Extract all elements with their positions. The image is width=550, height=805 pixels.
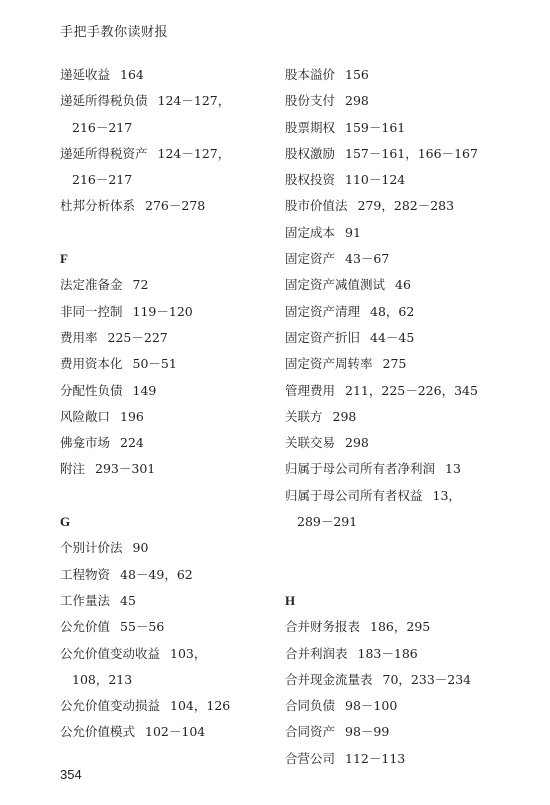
index-term: 费用资本化	[60, 356, 123, 372]
index-entry	[60, 641, 290, 667]
index-entry	[285, 746, 515, 772]
index-term: 管理费用	[285, 382, 336, 398]
index-term: 递延收益	[60, 67, 111, 82]
index-term: 杜邦分析体系	[60, 198, 136, 214]
index-entry	[285, 299, 515, 325]
index-term: 固定资产清理	[285, 303, 361, 319]
index-entry	[60, 719, 290, 745]
index-entry	[60, 351, 290, 377]
index-pages: 72	[132, 277, 149, 293]
index-entry	[60, 88, 290, 114]
index-term: 固定成本	[285, 224, 336, 240]
spacer	[285, 562, 515, 588]
index-pages: 156	[345, 67, 369, 82]
index-pages: 112－113	[345, 750, 406, 766]
index-entry	[285, 614, 515, 640]
index-term: 法定准备金	[60, 277, 123, 293]
index-pages: 298	[345, 435, 369, 451]
index-entry	[285, 167, 515, 193]
index-pages: 43－67	[345, 251, 390, 267]
index-term: 递延所得税资产	[60, 145, 148, 161]
index-term: 个别计价法	[60, 540, 123, 556]
index-entry	[285, 272, 515, 298]
index-entry	[285, 220, 515, 246]
index-entry	[60, 325, 290, 351]
index-term: 股市价值法	[285, 198, 348, 214]
section-letter: G	[60, 514, 71, 530]
index-term: 归属于母公司所有者净利润	[285, 461, 436, 477]
index-pages: 91	[345, 224, 361, 240]
index-entry	[285, 430, 515, 456]
index-entry	[60, 562, 290, 588]
index-pages: 225－227	[107, 329, 168, 345]
index-entry	[285, 62, 515, 88]
index-pages: 55－56	[120, 619, 165, 635]
index-entry	[60, 456, 290, 482]
index-entry	[285, 325, 515, 351]
index-pages: 13	[445, 461, 461, 477]
index-pages: 211，225－226，345	[345, 382, 478, 398]
index-pages: 48－49，62	[120, 566, 193, 582]
index-entry	[60, 588, 290, 614]
index-pages: 46	[395, 277, 411, 293]
index-pages: 196	[120, 408, 144, 424]
index-pages: 98－100	[345, 698, 398, 714]
index-term: 公允价值	[60, 619, 111, 635]
index-entry	[285, 88, 515, 114]
index-entry	[60, 272, 290, 298]
index-term: 股权投资	[285, 172, 336, 188]
index-entry	[60, 430, 290, 456]
index-term: 非同一控制	[60, 303, 123, 319]
index-term: 归属于母公司所有者权益	[285, 487, 423, 503]
index-term: 固定资产周转率	[285, 356, 373, 372]
index-entry	[285, 193, 515, 219]
index-entry	[285, 378, 515, 404]
index-term: 固定资产	[285, 251, 336, 267]
index-pages: 50－51	[132, 356, 177, 372]
spacer	[285, 535, 515, 561]
index-term: 合并财务报表	[285, 619, 361, 635]
index-term: 合营公司	[285, 750, 336, 766]
running-header: 手把手教你读财报	[60, 25, 169, 40]
index-entry	[285, 351, 515, 377]
index-pages: 103，	[170, 645, 207, 661]
index-entry	[60, 62, 290, 88]
index-term: 风险敞口	[60, 408, 111, 424]
index-term: 附注	[60, 461, 86, 477]
index-pages: 48，62	[370, 303, 415, 319]
index-pages: 183－186	[357, 645, 418, 661]
index-entry	[285, 641, 515, 667]
index-pages: 224	[120, 435, 144, 451]
index-pages: 159－161	[345, 119, 406, 135]
index-entry	[285, 483, 515, 509]
index-pages: 98－99	[345, 724, 390, 740]
spacer	[60, 220, 290, 246]
section-letter: F	[60, 251, 68, 267]
index-pages: 119－120	[132, 303, 193, 319]
index-entry	[285, 667, 515, 693]
index-term: 合并利润表	[285, 645, 348, 661]
index-pages: 157－161，166－167	[345, 145, 478, 161]
index-column-left	[60, 62, 290, 746]
spacer	[60, 483, 290, 509]
index-term: 关联交易	[285, 435, 336, 451]
index-term: 股票期权	[285, 119, 336, 135]
index-entry	[60, 378, 290, 404]
index-pages: 102－104	[145, 724, 206, 740]
index-entry	[60, 535, 290, 561]
index-term: 佛龛市场	[60, 435, 111, 451]
index-entry	[285, 246, 515, 272]
index-term: 固定资产减值测试	[285, 277, 386, 293]
page-number: 354	[60, 767, 82, 782]
index-term: 合并现金流量表	[285, 671, 373, 687]
index-pages: 276－278	[145, 198, 206, 214]
index-term: 分配性负债	[60, 382, 123, 398]
index-term: 递延所得税负债	[60, 93, 148, 109]
index-entry	[60, 141, 290, 167]
index-entry	[285, 115, 515, 141]
index-entry-continuation: 216－217	[72, 119, 133, 135]
index-entry	[60, 404, 290, 430]
index-pages: 90	[132, 540, 149, 556]
index-term: 工作量法	[60, 592, 111, 608]
index-entry	[285, 141, 515, 167]
index-pages: 279，282－283	[357, 198, 455, 214]
index-entry-continuation: 216－217	[72, 172, 133, 188]
index-term: 工程物资	[60, 566, 111, 582]
index-pages: 110－124	[345, 172, 406, 188]
index-entry	[60, 614, 290, 640]
index-pages: 124－127，	[157, 145, 231, 161]
index-term: 费用率	[60, 329, 98, 345]
index-pages: 164	[120, 67, 144, 82]
index-entry	[285, 719, 515, 745]
index-pages: 45	[120, 592, 136, 608]
index-entry	[60, 193, 290, 219]
index-term: 公允价值变动损益	[60, 698, 161, 714]
index-entry	[285, 693, 515, 719]
index-entry	[285, 404, 515, 430]
index-term: 固定资产折旧	[285, 329, 361, 345]
index-entry	[60, 299, 290, 325]
index-entry-continuation: 289－291	[297, 514, 358, 530]
index-pages: 44－45	[370, 329, 415, 345]
index-entry	[60, 693, 290, 719]
index-pages: 186，295	[370, 619, 431, 635]
index-entry-continuation: 108，213	[72, 671, 133, 687]
index-pages: 70，233－234	[382, 671, 472, 687]
index-pages: 149	[132, 382, 157, 398]
section-letter: H	[285, 592, 296, 608]
index-term: 关联方	[285, 408, 323, 424]
index-column-right	[285, 62, 515, 772]
index-term: 公允价值变动收益	[60, 645, 161, 661]
index-term: 股本溢价	[285, 67, 336, 82]
index-pages: 124－127，	[157, 93, 231, 109]
index-entry	[285, 456, 515, 482]
index-pages: 298	[332, 408, 357, 424]
index-pages: 13，	[432, 487, 461, 503]
index-term: 股权激励	[285, 145, 336, 161]
index-term: 公允价值模式	[60, 724, 136, 740]
index-pages: 104，126	[170, 698, 231, 714]
index-pages: 293－301	[95, 461, 156, 477]
index-term: 合同负债	[285, 698, 336, 714]
index-term: 合同资产	[285, 724, 336, 740]
index-pages: 275	[382, 356, 407, 372]
index-pages: 298	[345, 93, 369, 109]
index-term: 股份支付	[285, 93, 336, 109]
